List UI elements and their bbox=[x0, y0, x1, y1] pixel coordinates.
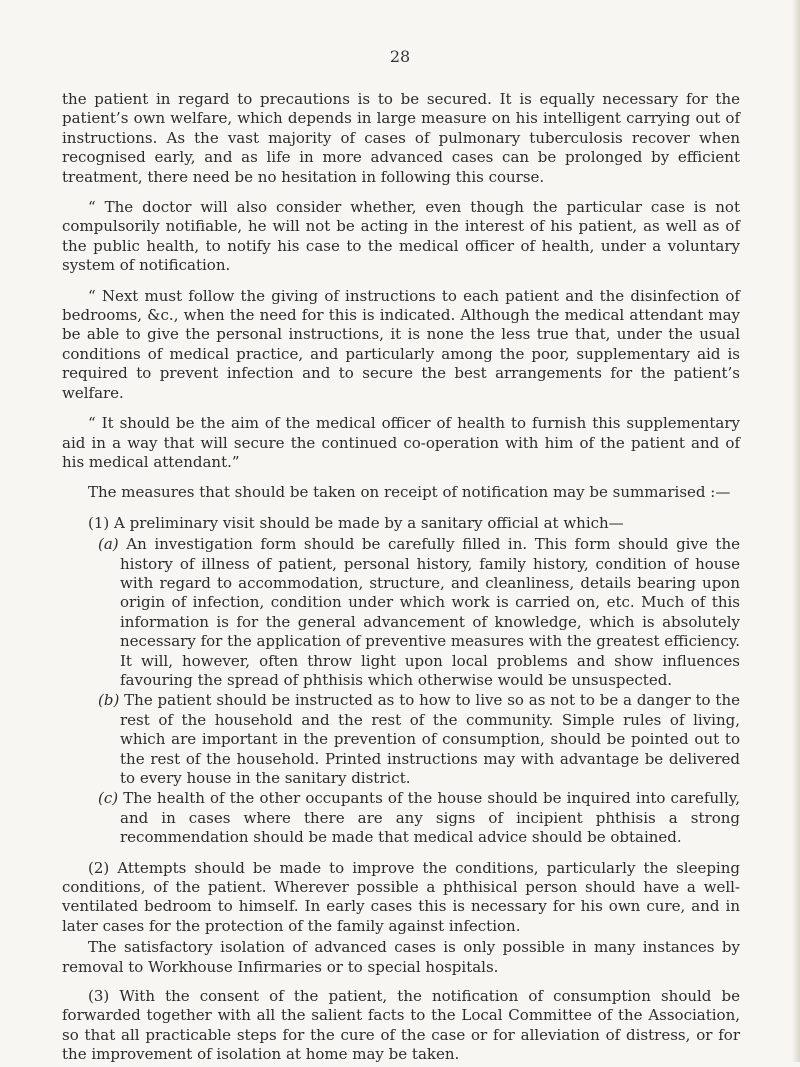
paragraph-3: “ Next must follow the giving of instructions to each patient and the disinfection of bedrooms, &c., when the need for this is indicated. Although the medical attendant may be able to give the personal instructions, it is none the less true that, under the usual conditions of medical practice, and particularly among the poor, supplementary aid is required to prevent infection and to secure the best arrangements for the patient’s welfare. bbox=[62, 286, 740, 402]
page-body bbox=[62, 90, 740, 1067]
sub-item-text: An investigation form should be carefully filled in. This form should give the history of illness of patient, personal history, family history, condition of house with regard to accommodation, structure, and cleanliness, details bearing upon origin of infection, condition under which work is carried on, etc. Much of this information is for the general advancement of knowledge, which is absolutely necessary for the application of preventive measures with the greatest efficiency. It will, however, often throw light upon local problems and show influences favouring the spread of phthisis which otherwise would be unsuspected. bbox=[120, 535, 740, 689]
list-item-2 bbox=[62, 859, 740, 937]
paragraph-2: “ The doctor will also consider whether, even though the particular case is not compulsorily notifiable, he will not be acting in the interest of his patient, as well as of the public health, to notify his case to the medical officer of health, under a voluntary system of notification. bbox=[62, 198, 740, 275]
list-item-text: Attempts should be made to improve the conditions, particularly the sleeping conditions, of the patient. Wherever possible a phthisical person should have a well-ventilated bedroom to himself. In early cases this is necessary for his own cure, and in later cases for the protection of the family against infection. bbox=[62, 858, 740, 935]
sub-item-mark: (c) bbox=[98, 789, 119, 808]
sub-item-text: The health of the other occupants of the house should be inquired into carefully, and in cases where there are any signs of incipient phthisis a strong recommendation should be made that medical advice should be obtained. bbox=[120, 789, 740, 847]
sub-item-a bbox=[62, 535, 740, 690]
page-number: 28 bbox=[389, 47, 411, 66]
list-item-number: (2) bbox=[88, 858, 110, 877]
page-edge bbox=[792, 0, 800, 1062]
paragraph-4: “ It should be the aim of the medical officer of health to furnish this supplementary aid in a way that will secure the continued co-operation with him of the patient and of his medical attendant.” bbox=[62, 414, 740, 471]
list-item-1 bbox=[62, 514, 740, 533]
list-item-2-continuation: The satisfactory isolation of advanced cases is only possible in many instances by removal to Workhouse Infirmaries or to special hospitals. bbox=[62, 938, 740, 976]
paragraph-1: the patient in regard to precautions is to be secured. It is equally necessary for the patient’s own welfare, which depends in large measure on his intelligent carrying out of instructions. As the vast majority of cases of pulmonary tuberculosis recover when recognised early, and as life in more advanced cases can be prolonged by efficient treatment, there need be no hesitation in following this course. bbox=[62, 90, 740, 186]
list-item-text: A preliminary visit should be made by a sanitary official at which— bbox=[114, 513, 624, 532]
paragraph-5: The measures that should be taken on receipt of notification may be summarised :— bbox=[88, 483, 731, 502]
list-item-number: (3) bbox=[88, 987, 110, 1006]
sub-item-mark: (a) bbox=[98, 535, 119, 554]
sub-item-c bbox=[62, 789, 740, 847]
list-item-3 bbox=[62, 987, 740, 1065]
sub-item-text: The patient should be instructed as to how to live so as not to be a danger to the rest of the household and the rest of the community. Simple rules of living, which are important in the prevention of consumption, should be pointed out to the rest of the household. Printed instructions may with advantage be delivered to every house in the sanitary district. bbox=[120, 691, 740, 787]
list-item-text: With the consent of the patient, the notification of consumption should be forwarded together with all the salient facts to the Local Committee of the Association, so that all practicable steps for the cure of the case or for alleviation of distress, or for the improvement of isolation at home may be taken. bbox=[62, 987, 740, 1064]
sub-item-mark: (b) bbox=[98, 691, 120, 710]
sub-item-b bbox=[62, 691, 740, 788]
list-item-number: (1) bbox=[88, 513, 110, 532]
